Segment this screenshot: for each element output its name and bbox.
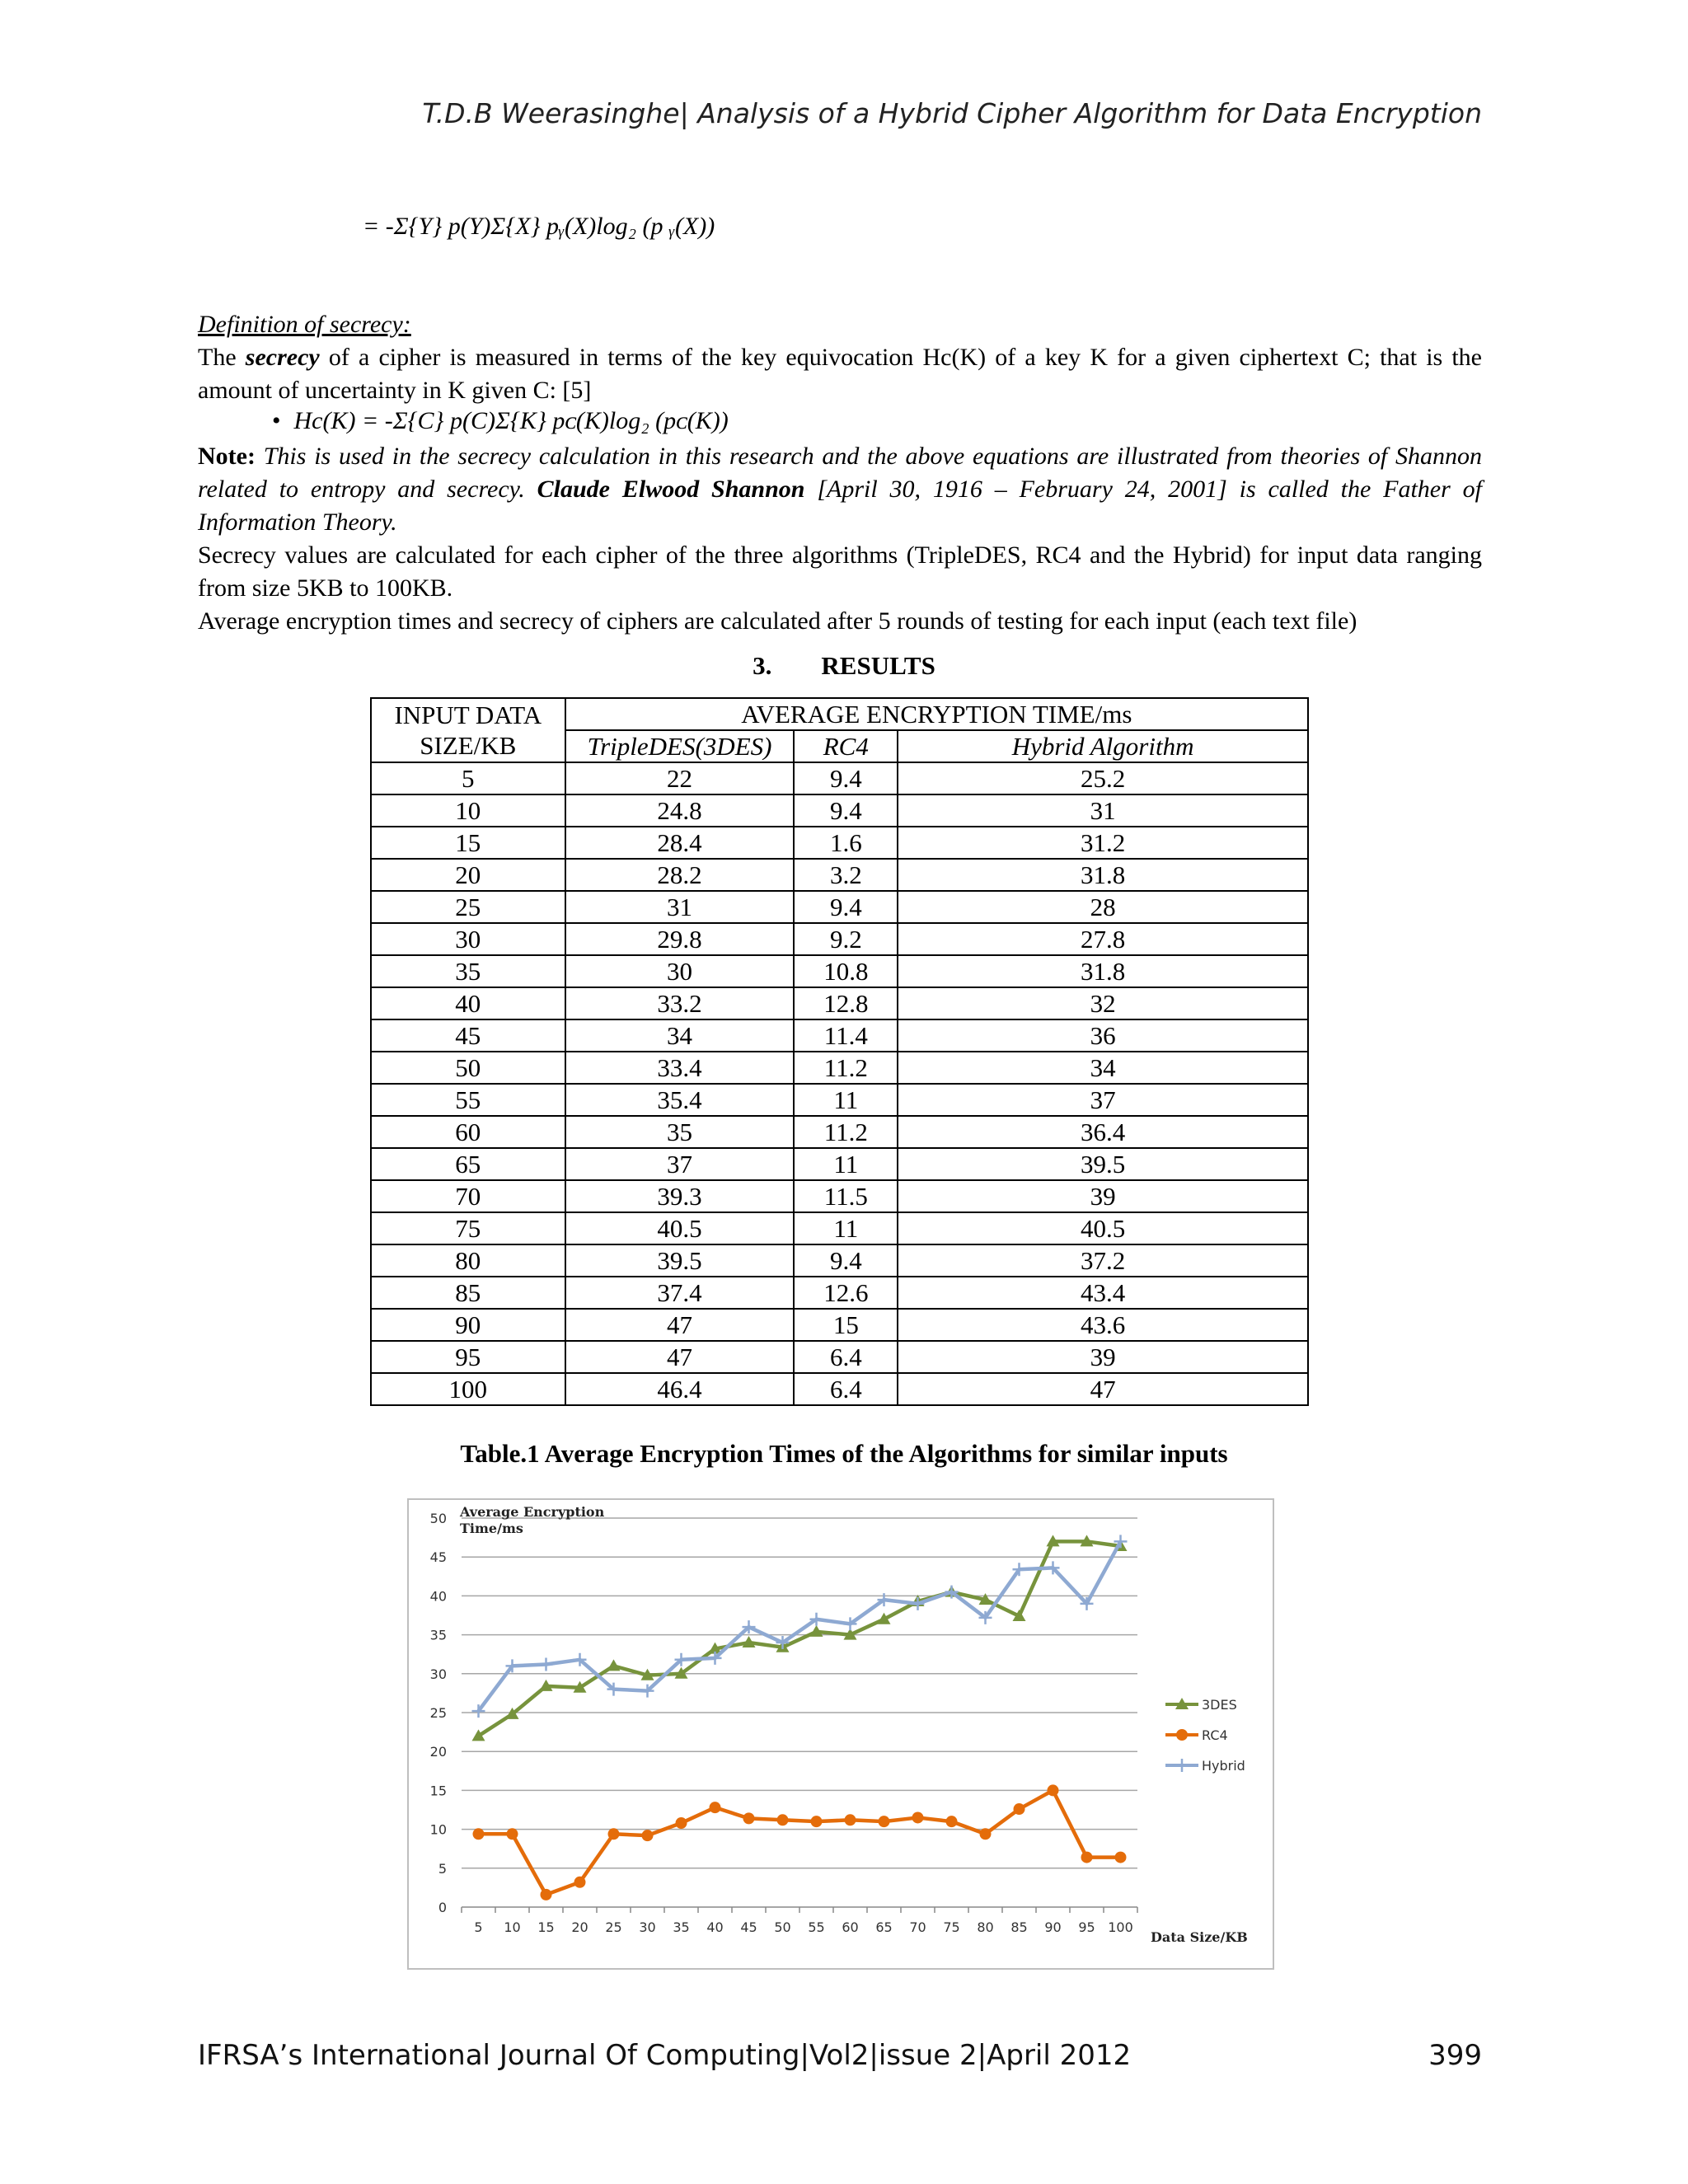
shannon-name: Claude Elwood Shannon [537,476,805,503]
cell-rc4: 6.4 [794,1341,898,1373]
table-row [371,1116,1308,1148]
cell-3des: 31 [565,891,795,923]
y-tick-label: 40 [429,1588,447,1605]
data-point-rc4 [811,1816,823,1827]
table-row [371,1309,1308,1341]
cell-hybrid: 37 [898,1084,1308,1116]
cell-size: 65 [371,1148,565,1180]
cell-rc4: 3.2 [794,859,898,891]
series-line-hybrid [479,1541,1121,1711]
cell-3des: 40.5 [565,1212,795,1244]
cell-3des: 47 [565,1309,795,1341]
cell-hybrid: 39.5 [898,1148,1308,1180]
cell-3des: 37.4 [565,1277,795,1309]
y-tick-label: 30 [429,1666,447,1682]
x-tick-label: 95 [1078,1919,1095,1935]
data-point-rc4 [777,1814,789,1825]
running-header: T.D.B Weerasinghe| Analysis of a Hybrid Cipher Algorithm for Data Encryption [422,97,1482,129]
cell-hybrid: 31 [898,794,1308,827]
data-point-3des [607,1659,621,1671]
cell-rc4: 15 [794,1309,898,1341]
equation-entropy: = -Σ{Y} p(Y)Σ{X} pᵧ(X)log₂ (p ᵧ(X)) [363,213,715,240]
encryption-time-chart [407,1498,1274,1970]
cell-size: 35 [371,955,565,987]
cell-hybrid: 28 [898,891,1308,923]
cell-size: 20 [371,859,565,891]
x-tick-label: 10 [504,1919,521,1935]
table-row [371,1244,1308,1277]
x-tick-label: 80 [977,1919,994,1935]
cell-3des: 24.8 [565,794,795,827]
cell-3des: 37 [565,1148,795,1180]
y-tick-label: 5 [438,1860,447,1877]
cell-hybrid: 32 [898,987,1308,1019]
cell-3des: 46.4 [565,1373,795,1405]
cell-3des: 33.2 [565,987,795,1019]
data-point-rc4 [1014,1803,1025,1815]
data-point-hybrid [540,1657,553,1671]
table-row [371,1084,1308,1116]
legend-marker-rc4 [1176,1729,1188,1741]
cell-3des: 34 [565,1019,795,1052]
x-tick-label: 35 [673,1919,690,1935]
x-tick-label: 15 [537,1919,555,1935]
cell-rc4: 9.2 [794,923,898,955]
table-row [371,794,1308,827]
x-tick-label: 45 [740,1919,757,1935]
cell-hybrid: 34 [898,1052,1308,1084]
x-tick-label: 70 [909,1919,926,1935]
cell-rc4: 11 [794,1084,898,1116]
data-point-rc4 [1115,1852,1127,1863]
cell-size: 15 [371,827,565,859]
data-point-rc4 [845,1814,856,1825]
cell-hybrid: 31.2 [898,827,1308,859]
table-row [371,1052,1308,1084]
x-tick-label: 40 [706,1919,724,1935]
x-tick-label: 55 [808,1919,825,1935]
secrecy-equation-bullet: • Hc(K) = -Σ{C} p(C)Σ{K} pᴄ(K)log₂ (pᴄ(K)) [272,407,729,434]
cell-hybrid: 43.6 [898,1309,1308,1341]
section-heading: 3. RESULTS [753,651,935,680]
y-tick-label: 25 [429,1705,447,1721]
table-row [371,1373,1308,1405]
cell-3des: 35.4 [565,1084,795,1116]
x-axis-label: Data Size/KB [1151,1929,1248,1945]
cell-size: 95 [371,1341,565,1373]
cell-3des: 39.3 [565,1180,795,1212]
data-point-rc4 [1081,1852,1093,1863]
cell-rc4: 11.5 [794,1180,898,1212]
cell-hybrid: 36 [898,1019,1308,1052]
x-tick-label: 75 [943,1919,960,1935]
table-row [371,923,1308,955]
cell-hybrid: 47 [898,1373,1308,1405]
note-label: Note: [198,443,256,470]
cell-3des: 29.8 [565,923,795,955]
page-number: 399 [1428,2039,1482,2072]
cell-3des: 28.4 [565,827,795,859]
cell-rc4: 9.4 [794,762,898,794]
table-row [371,955,1308,987]
cell-3des: 35 [565,1116,795,1148]
x-tick-label: 65 [875,1919,893,1935]
chart-title-line2: Time/ms [460,1521,523,1536]
cell-hybrid: 40.5 [898,1212,1308,1244]
cell-3des: 47 [565,1341,795,1373]
cell-hybrid: 31.8 [898,955,1308,987]
cell-3des: 33.4 [565,1052,795,1084]
cell-hybrid: 31.8 [898,859,1308,891]
cell-size: 80 [371,1244,565,1277]
data-point-rc4 [507,1828,518,1840]
data-point-rc4 [743,1812,755,1824]
tripledes-header: TripleDES(3DES) [565,730,795,762]
data-point-rc4 [642,1830,654,1841]
table-row [371,859,1308,891]
data-point-rc4 [879,1816,890,1827]
cell-rc4: 12.6 [794,1277,898,1309]
cell-3des: 39.5 [565,1244,795,1277]
cell-size: 60 [371,1116,565,1148]
cell-size: 50 [371,1052,565,1084]
cell-size: 40 [371,987,565,1019]
average-times-paragraph: Average encryption times and secrecy of ciphers are calculated after 5 rounds of testing for each input (each text file) [198,607,1357,635]
input-size-header: INPUT DATA SIZE/KB [371,698,565,762]
cell-size: 25 [371,891,565,923]
legend-label-rc4: RC4 [1202,1727,1228,1743]
cell-rc4: 12.8 [794,987,898,1019]
legend-label-hybrid: Hybrid [1202,1758,1245,1774]
data-point-rc4 [980,1828,992,1840]
legend-label-3des: 3DES [1202,1697,1237,1713]
data-point-rc4 [676,1817,687,1829]
cell-hybrid: 27.8 [898,923,1308,955]
x-tick-label: 25 [605,1919,622,1935]
cell-size: 100 [371,1373,565,1405]
table-row [371,987,1308,1019]
cell-hybrid: 37.2 [898,1244,1308,1277]
cell-3des: 22 [565,762,795,794]
cell-rc4: 9.4 [794,891,898,923]
y-tick-label: 50 [429,1511,447,1526]
cell-size: 5 [371,762,565,794]
x-tick-label: 20 [571,1919,588,1935]
y-tick-label: 0 [438,1900,447,1915]
table-row [371,1180,1308,1212]
cell-hybrid: 39 [898,1341,1308,1373]
table-caption: Table.1 Average Encryption Times of the Algorithms for similar inputs [460,1439,1228,1468]
note-paragraph: Note: This is used in the secrecy calculation in this research and the above equations are illustrated from theories of Shannon related to entropy and secrecy. Claude Elwood Shannon [April 30, 1916 – February 24, 2001] is called the Father of Information Theory. [198,443,1482,536]
results-table [370,697,1309,1406]
cell-rc4: 11.4 [794,1019,898,1052]
data-point-rc4 [1048,1784,1059,1796]
secrecy-term: secrecy [245,344,320,371]
legend-marker-hybrid [1175,1759,1189,1772]
table-row [371,1212,1308,1244]
cell-rc4: 1.6 [794,827,898,859]
table-row [371,1148,1308,1180]
chart-title-line1: Average Encryption [460,1504,605,1520]
table-row [371,827,1308,859]
journal-info: IFRSA’s International Journal Of Computing|Vol2|issue 2|April 2012 [198,2039,1132,2072]
definition-title: Definition of secrecy: [198,311,411,338]
cell-size: 45 [371,1019,565,1052]
cell-size: 75 [371,1212,565,1244]
cell-hybrid: 36.4 [898,1116,1308,1148]
x-tick-label: 50 [774,1919,791,1935]
x-tick-label: 90 [1044,1919,1062,1935]
cell-rc4: 10.8 [794,955,898,987]
y-tick-label: 45 [429,1549,447,1566]
cell-rc4: 11 [794,1212,898,1244]
table-row [371,762,1308,794]
data-point-rc4 [912,1811,924,1823]
rc4-header: RC4 [794,730,898,762]
series-line-rc4 [479,1790,1121,1894]
cell-rc4: 9.4 [794,1244,898,1277]
data-point-rc4 [608,1828,620,1840]
x-tick-label: 5 [474,1919,483,1935]
y-tick-label: 15 [429,1783,447,1799]
y-tick-label: 35 [429,1627,447,1643]
table-row [371,891,1308,923]
x-tick-label: 100 [1108,1919,1133,1935]
cell-rc4: 11.2 [794,1116,898,1148]
cell-rc4: 11.2 [794,1052,898,1084]
x-tick-label: 30 [639,1919,656,1935]
definition-paragraph: The secrecy of a cipher is measured in terms of the key equivocation Hc(K) of a key K for a given ciphertext C; that is the amount of uncertainty in K given C: [5] [198,344,1482,404]
data-point-rc4 [541,1889,552,1900]
cell-rc4: 6.4 [794,1373,898,1405]
y-tick-label: 20 [429,1744,447,1760]
table-row [371,1341,1308,1373]
cell-rc4: 9.4 [794,794,898,827]
cell-size: 10 [371,794,565,827]
cell-hybrid: 25.2 [898,762,1308,794]
table-row [371,1277,1308,1309]
cell-3des: 28.2 [565,859,795,891]
table-row [371,1019,1308,1052]
cell-size: 30 [371,923,565,955]
encryption-time-header: AVERAGE ENCRYPTION TIME/ms [565,698,1308,730]
cell-3des: 30 [565,955,795,987]
data-point-rc4 [574,1877,586,1888]
x-tick-label: 85 [1010,1919,1028,1935]
data-point-rc4 [710,1802,721,1813]
hybrid-header: Hybrid Algorithm [898,730,1308,762]
cell-rc4: 11 [794,1148,898,1180]
cell-size: 85 [371,1277,565,1309]
cell-hybrid: 43.4 [898,1277,1308,1309]
data-point-rc4 [946,1816,958,1827]
cell-hybrid: 39 [898,1180,1308,1212]
x-tick-label: 60 [842,1919,859,1935]
bullet-dot-icon: • [272,407,281,434]
y-tick-label: 10 [429,1821,447,1838]
data-point-rc4 [473,1828,485,1840]
cell-size: 70 [371,1180,565,1212]
chart-svg [409,1500,1273,1968]
cell-size: 90 [371,1309,565,1341]
cell-size: 55 [371,1084,565,1116]
secrecy-values-paragraph: Secrecy values are calculated for each cipher of the three algorithms (TripleDES, RC4 and the Hybrid) for input data ranging from size 5KB to 100KB. [198,541,1482,602]
